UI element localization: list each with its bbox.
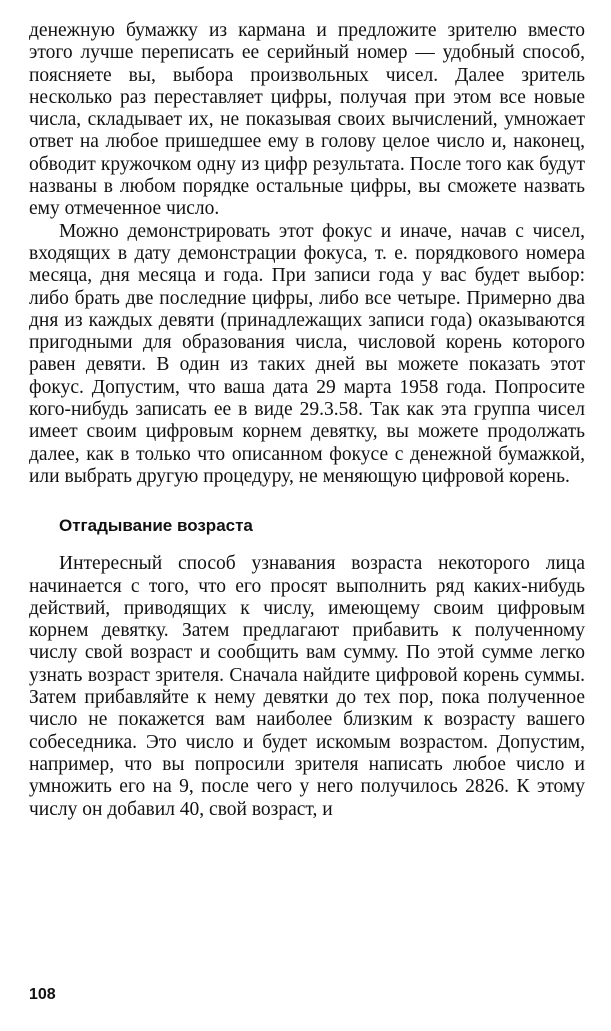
paragraph-continuation: денежную бумажку из кармана и предложите зрителю вместо этого лучше переписать ее серийный номер — удобный способ, поясняете вы, выбора произвольных чисел. Далее зритель несколько раз переставляет цифры, получая при этом все новые числа, складывает их, не показывая своих вычислений, умножает ответ на любое пришедшее ему в голову целое число и, наконец, обводит кружочком одну из цифр результата. После того как будут названы в любом порядке остальные цифры, вы сможете назвать ему отмеченное число. bbox=[29, 20, 585, 220]
paragraph-date-trick: Можно демонстрировать этот фокус и иначе, начав с чисел, входящих в дату демонстрации фокуса, т. е. порядкового номера месяца, дня месяца и года. При записи года у вас будет выбор: либо брать две последние цифры, либо все четыре. Примерно два дня из каждых девяти (принадлежащих записи года) оказываются пригодными для образования числа, числовой корень которого равен девяти. В один из таких дней вы можете показать этот фокус. Допустим, что ваша дата 29 марта 1958 года. Попросите кого-нибудь записать ее в виде 29.3.58. Так как эта группа чисел имеет своим цифровым корнем девятку, вы можете продолжать далее, как в только что описанном фокусе с денежной бумажкой, или выбрать другую процедуру, не меняющую цифровой корень. bbox=[29, 220, 585, 487]
book-page bbox=[29, 20, 585, 821]
section-heading: Отгадывание возраста bbox=[59, 516, 253, 536]
page-number: 108 bbox=[29, 986, 56, 1003]
paragraph-age-guessing: Интересный способ узнавания возраста некоторого лица начинается с того, что его просят выполнить ряд каких-нибудь действий, приводящих к числу, имеющему своим цифровым корнем девятку. Затем предлагают прибавить к полученному числу свой возраст и сообщить вам сумму. По этой сумме легко узнать возраст зрителя. Сначала найдите цифровой корень суммы. Затем прибавляйте к нему девятки до тех пор, пока полученное число не покажется вам наиболее близким к возрасту вашего собеседника. Это число и будет искомым возрастом. Допустим, например, что вы попросили зрителя написать любое число и умножить его на 9, после чего у него получилось 2826. К этому числу он добавил 40, свой возраст, и bbox=[29, 553, 585, 820]
